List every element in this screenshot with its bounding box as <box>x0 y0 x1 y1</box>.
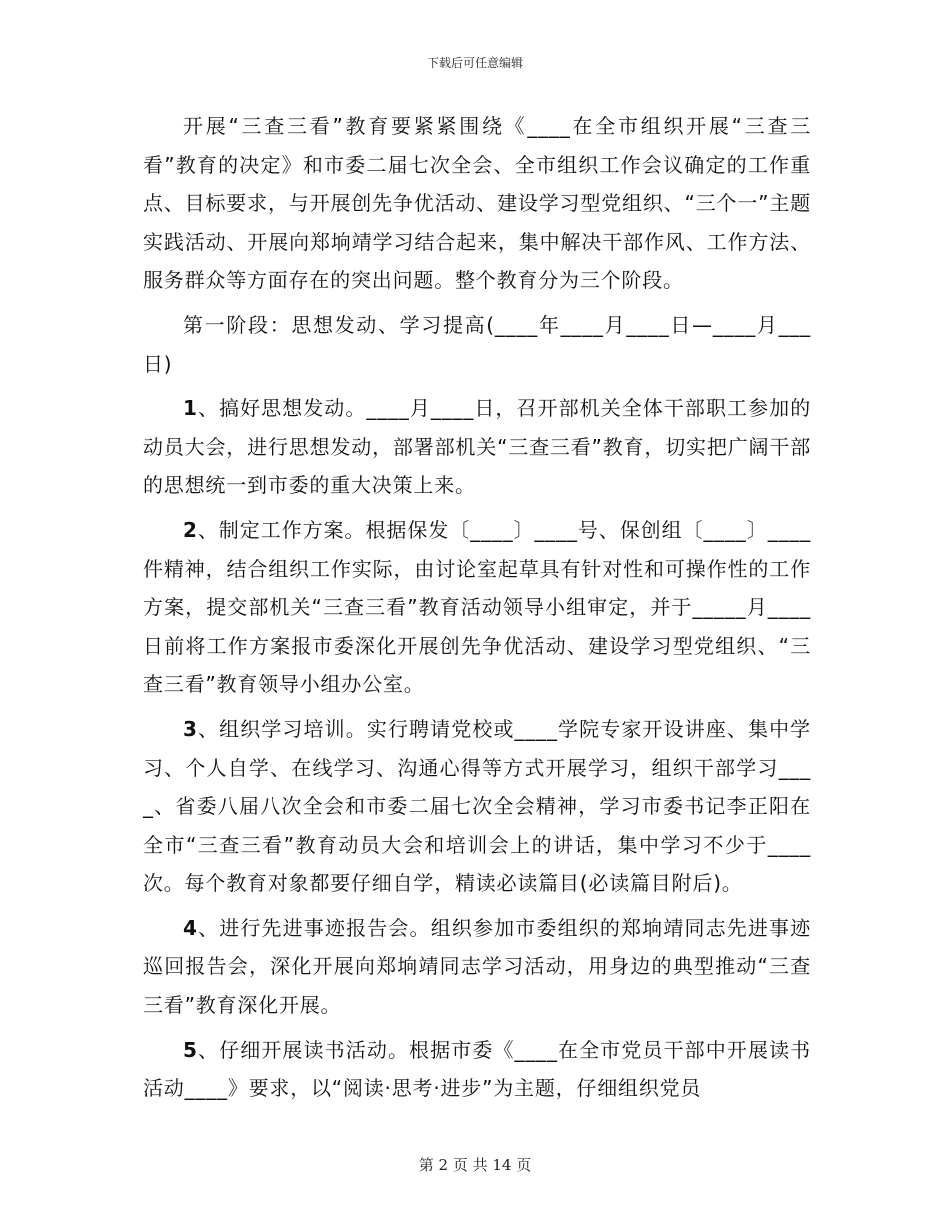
paragraph-text: 、仔细开展读书活动。根据市委《____在全市党员干部中开展读书活动____》要求，以“阅读·思考·进步”为主题，仔细组织党员 <box>143 1037 811 1101</box>
paragraph-text: 第一阶段：思想发动、学习提高(____年____月____日—____月___日) <box>143 312 811 376</box>
paragraph-item-4 <box>143 909 811 1025</box>
paragraph-intro <box>143 107 811 300</box>
paragraph-text: 、搞好思想发动。____月____日，召开部机关全体干部职工参加的动员大会，进行思想发动，部署部机关“三查三看”教育，切实把广阔干部的思想统一到市委的重大决策上来。 <box>143 396 811 498</box>
paragraph-item-5 <box>143 1031 811 1108</box>
item-number: 1 <box>183 396 198 421</box>
paragraph-text: 、制定工作方案。根据保发〔____〕____号、保创组〔____〕____件精神，结合组织工作实际，由讨论室起草具有针对性和可操作性的工作方案，提交部机关“三查三看”教育活动领导小组审定，并于_____月____日前将工作方案报市委深化开展创先争优活动、建设学习型党组织、“三查三看”教育领导小组办公室。 <box>143 517 811 697</box>
paragraph-text: 开展“三查三看”教育要紧紧围绕《____在全市组织开展“三查三看”教育的决定》和市委二届七次全会、全市组织工作会议确定的工作重点、目标要求，与开展创先争优活动、建设学习型党组织、“三个一”主题实践活动、开展向郑垧靖学习结合起来，集中解决干部作风、工作方法、服务群众等方面存在的突出问题。整个教育分为三个阶段。 <box>143 114 811 293</box>
paragraph-item-3 <box>143 710 811 903</box>
paragraph-text: 、进行先进事迹报告会。组织参加市委组织的郑垧靖同志先进事迹巡回报告会，深化开展向郑垧靖同志学习活动，用身边的典型推动“三查三看”教育深化开展。 <box>143 915 811 1018</box>
paragraph-item-2 <box>143 511 811 704</box>
item-number: 2 <box>183 517 198 542</box>
paragraph-item-1 <box>143 389 811 505</box>
paragraph-text: 、组织学习培训。实行聘请党校或____学院专家开设讲座、集中学习、个人自学、在线学习、沟通心得等方式开展学习，组织干部学习____、省委八届八次全会和市委二届七次全会精神，学习市委书记李正阳在全市“三查三看”教育动员大会和培训会上的讲话，集中学习不少于____次。每个教育对象都要仔细自学，精读必读篇目(必读篇目附后)。 <box>143 716 811 896</box>
page-header: 下载后可任意编辑 <box>426 56 523 70</box>
document-body <box>143 107 811 1108</box>
item-number: 5 <box>183 1037 198 1062</box>
page-footer: 第 2 页 共 14 页 <box>418 1156 532 1174</box>
item-number: 3 <box>183 716 198 741</box>
item-number: 4 <box>183 915 198 940</box>
paragraph-stage-one <box>143 306 811 383</box>
